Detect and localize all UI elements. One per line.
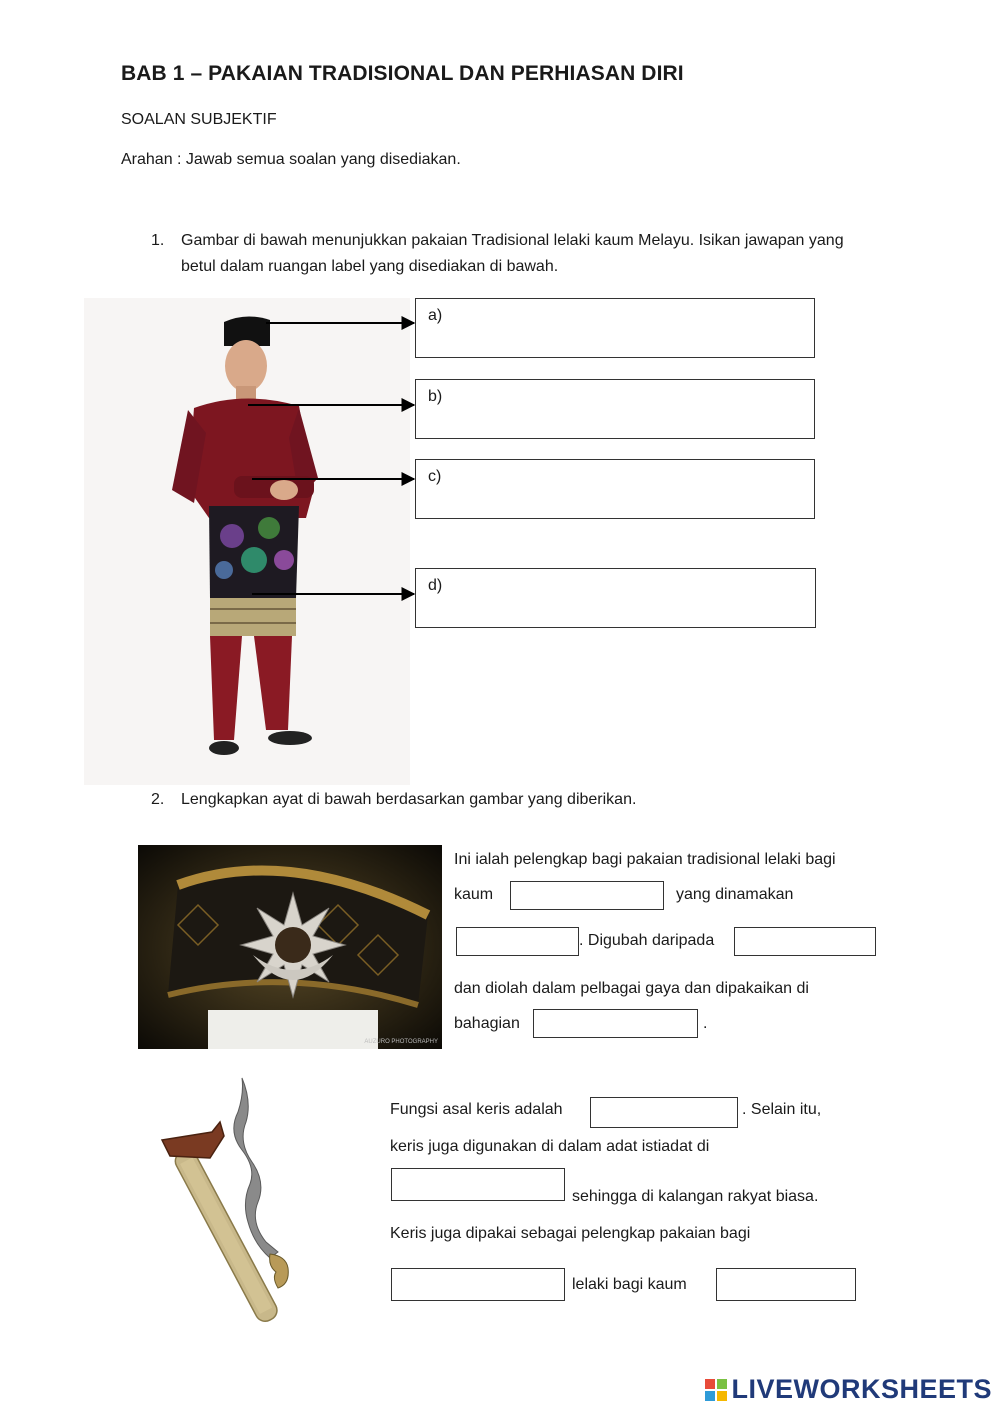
keris-image	[150, 1072, 320, 1334]
question-2-text: Lengkapkan ayat di bawah berdasarkan gambar yang diberikan.	[181, 791, 637, 808]
answer-kaum-keris-input[interactable]	[716, 1268, 856, 1301]
q2-part1-line5b: .	[703, 1015, 708, 1032]
label-a: a)	[428, 307, 443, 324]
liveworksheets-logo-icon	[705, 1379, 727, 1401]
question-2-number: 2.	[151, 791, 165, 808]
q2-part1-line5a: bahagian	[454, 1015, 520, 1032]
label-box-b[interactable]	[415, 379, 815, 439]
q2-part1-line3a: . Digubah daripada	[579, 932, 715, 949]
label-b: b)	[428, 388, 443, 405]
label-box-a[interactable]	[415, 298, 815, 358]
q2-part1-line2b: yang dinamakan	[676, 886, 794, 903]
photo-credit: AUZURO PHOTOGRAPHY	[364, 1039, 438, 1045]
page-title: BAB 1 – PAKAIAN TRADISIONAL DAN PERHIASAN DIRI	[121, 62, 684, 85]
label-d: d)	[428, 577, 443, 594]
answer-pakaian-input[interactable]	[391, 1268, 565, 1301]
section-subtitle: SOALAN SUBJEKTIF	[121, 111, 277, 128]
tengkolok-image	[138, 845, 442, 1049]
answer-adat-input[interactable]	[391, 1168, 565, 1201]
question-2	[0, 787, 1000, 817]
q2-part2-line3: sehingga di kalangan rakyat biasa.	[572, 1188, 819, 1205]
liveworksheets-watermark	[705, 1374, 992, 1405]
q2-part2-line1b: . Selain itu,	[742, 1101, 822, 1118]
label-box-c[interactable]	[415, 459, 815, 519]
liveworksheets-brand: LIVEWORKSHEETS	[731, 1374, 992, 1404]
q2-part1-line2a: kaum	[454, 886, 494, 903]
q2-part1-line1: Ini ialah pelengkap bagi pakaian tradisional lelaki bagi	[454, 851, 836, 868]
q2-part1-line4: dan diolah dalam pelbagai gaya dan dipakaikan di	[454, 980, 809, 997]
answer-nama-input[interactable]	[456, 927, 579, 956]
label-box-d[interactable]	[415, 568, 816, 628]
q2-part2-line4: Keris juga dipakai sebagai pelengkap pakaian bagi	[390, 1225, 751, 1242]
question-1-text: Gambar di bawah menunjukkan pakaian Tradisional lelaki kaum Melayu. Isikan jawapan yang betul dalam ruangan label yang disediakan di bawah.	[181, 232, 844, 275]
q2-part2-line5: lelaki bagi kaum	[572, 1276, 687, 1293]
label-c: c)	[428, 468, 442, 485]
answer-kaum-input[interactable]	[510, 881, 664, 910]
answer-bahagian-input[interactable]	[533, 1009, 698, 1038]
q2-part2-line1a: Fungsi asal keris adalah	[390, 1101, 563, 1118]
answer-digubah-input[interactable]	[734, 927, 876, 956]
instructions: Arahan : Jawab semua soalan yang disediakan.	[121, 151, 461, 168]
question-1-number: 1.	[151, 232, 165, 249]
q2-part2-line2: keris juga digunakan di dalam adat istiadat di	[390, 1138, 710, 1155]
answer-fungsi-input[interactable]	[590, 1097, 738, 1128]
